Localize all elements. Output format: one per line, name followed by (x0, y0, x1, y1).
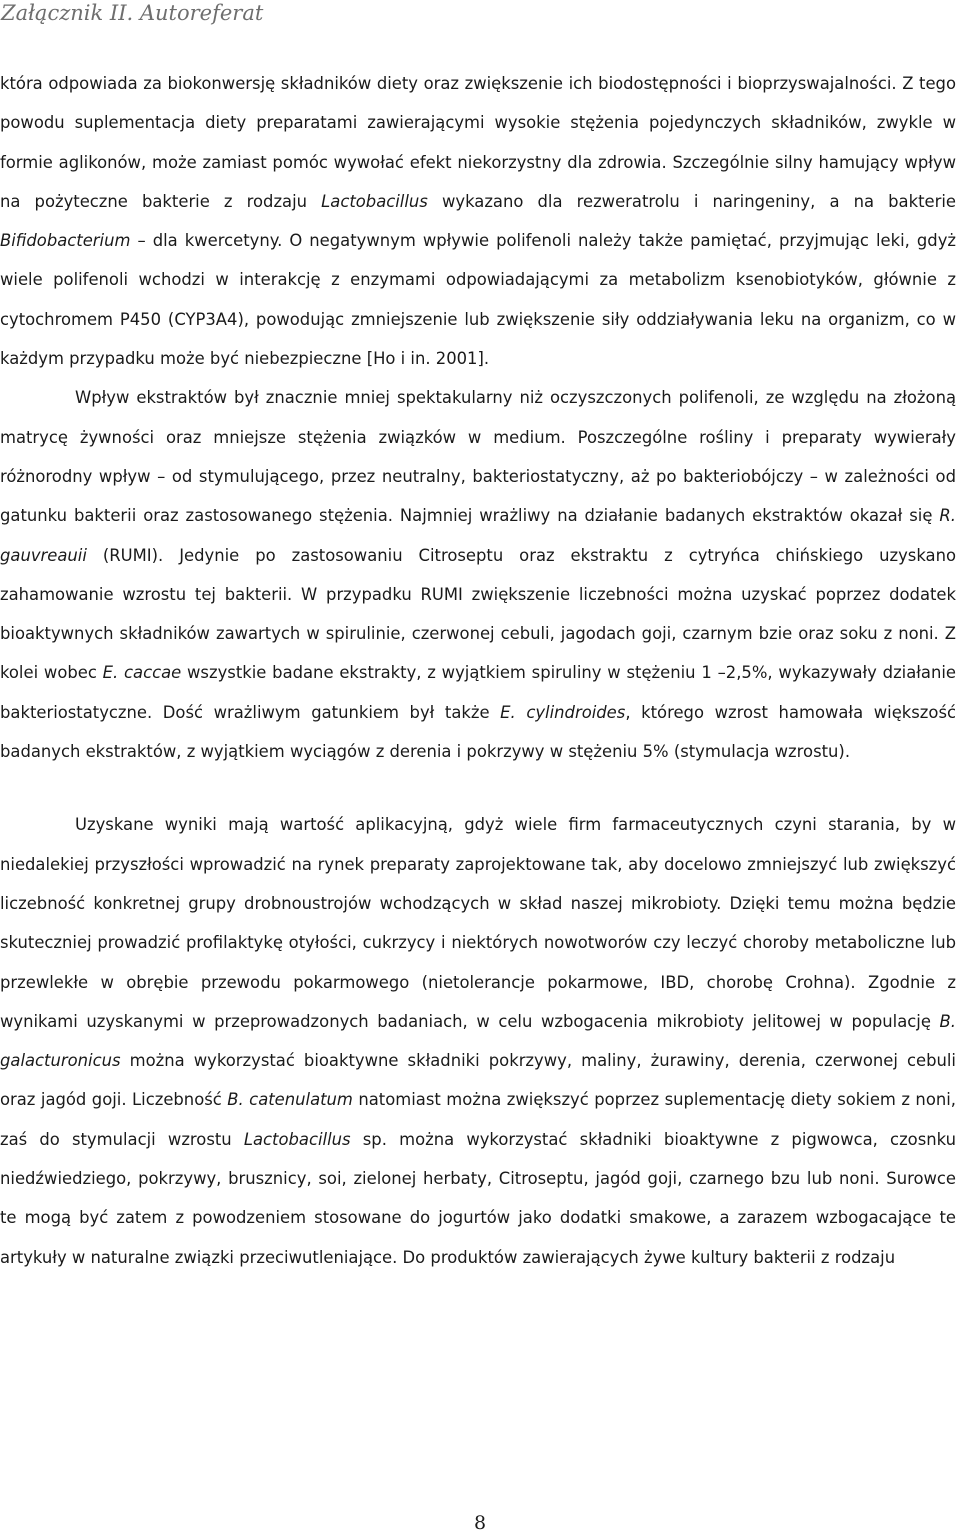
paragraph-2-text-4: , którego wzrost hamowała większość badanych ekstraktów, z wyjątkiem wyciągów z derenia i pokrzywy w stężeniu 5% (stymulacja wzrostu). (0, 702, 956, 762)
genus-bifidobacterium: Bifidobacterium (0, 231, 131, 251)
species-e-cylindroides: E. cylindroides (500, 702, 626, 722)
paragraph-1-text-2: wykazano dla rezweratrolu i naringeniny, a na bakterie (427, 191, 956, 211)
paragraph-1 (0, 64, 956, 378)
paragraph-2 (0, 378, 956, 771)
species-b-catenulatum: B. catenulatum (227, 1090, 353, 1110)
genus-lactobacillus: Lactobacillus (321, 191, 428, 211)
paragraph-3-text-4: sp. można wykorzystać składniki bioaktywne z pigwowca, czosnku niedźwiedziego, pokrzywy, brusznicy, soi, zielonej herbaty, Citroseptu, jagód goji, czarnego bzu lub noni. Surowce te mogą być zatem z powodzeniem stosowane do jogurtów jako dodatki smakowe, a zarazem wzbogacające te artykuły w naturalne związki przeciwutleniające. Do produktów zawierających żywe kultury bakterii z rodzaju (0, 1129, 957, 1267)
paragraph-3-text-1: Uzyskane wyniki mają wartość aplikacyjną, gdyż wiele firm farmaceutycznych czyni starania, by w niedalekiej przyszłości wprowadzić na rynek preparaty zaprojektowane tak, aby docelowo zmniejszyć lub zwiększyć liczebność konkretnej grupy drobnoustrojów wchodzących w skład naszej mikrobioty. Dzięki temu można będzie skuteczniej prowadzić profilaktykę otyłości, cukrzycy i niektórych nowotworów czy leczyć choroby metaboliczne lub przewlekłe w obrębie przewodu pokarmowego (nietolerancje pokarmowe, IBD, chorobę Crohna). Zgodnie z wynikami uzyskanymi w przeprowadzonych badaniach, w celu wzbogacenia mikrobioty jelitowej w populację (0, 815, 956, 1031)
species-r-gauvreauii: R. gauvreauii (0, 506, 956, 565)
paragraph-2-text-1: Wpływ ekstraktów był znacznie mniej spektakularny niż oczyszczonych polifenoli, ze względu na złożoną matrycę żywności oraz mniejsze stężenia związków w medium. Poszczególne rośliny i preparaty wywierały różnorodny wpływ – od stymulującego, przez neutralny, bakteriostatyczny, aż po bakteriobójczy – w zależności od gatunku bakterii oraz zastosowanego stężenia. Najmniej wrażliwy na działanie badanych ekstraktów okazał się (0, 388, 956, 526)
document-body (0, 64, 956, 1277)
paragraph-3 (0, 805, 956, 1277)
paragraph-1-text-1: która odpowiada za biokonwersję składników diety oraz zwiększenie ich biodostępności i bioprzyswajalności. Z tego powodu suplementacja diety preparatami zawierającymi wysokie stężenia pojedynczych składników, zwykle w formie aglikonów, może zamiast pomóc wywołać efekt niekorzystny dla zdrowia. Szczególnie silny hamujący wpływ na pożyteczne bakterie z rodzaju (0, 74, 956, 211)
page-number: 8 (473, 1512, 487, 1534)
paragraph-2-text-3: wszystkie badane ekstrakty, z wyjątkiem spiruliny w stężeniu 1 –2,5%, wykazywały działanie bakteriostatyczne. Dość wrażliwym gatunkiem był także (0, 663, 957, 722)
genus-lactobacillus-2: Lactobacillus (243, 1129, 351, 1149)
paragraph-1-text-3: – dla kwercetyny. O negatywnym wpływie polifenoli należy także pamiętać, przyjmując leki, gdyż wiele polifenoli wchodzi w interakcję z enzymami odpowiadającymi za metabolizm ksenobiotyków, głównie z cytochromem P450 (CYP3A4), powodując zmniejszenie lub zwiększenie siły oddziaływania leku na organizm, co w każdym przypadku może być niebezpieczne [Ho i in. 2001]. (0, 231, 956, 369)
running-header: Załącznik II. Autoreferat (1, 1, 264, 25)
species-b-galacturonicus: B. galacturonicus (0, 1011, 956, 1071)
species-e-caccae: E. caccae (102, 663, 182, 683)
paragraph-3-text-3: natomiast można zwiększyć poprzez suplementację diety sokiem z noni, zaś do stymulacji wzrostu (0, 1090, 956, 1149)
paragraph-2-text-2: (RUMI). Jedynie po zastosowaniu Citroseptu oraz ekstraktu z cytryńca chińskiego uzyskano zahamowanie wzrostu tej bakterii. W przypadku RUMI zwiększenie liczebności można uzyskać poprzez dodatek bioaktywnych składników zawartych w spirulinie, czerwonej cebuli, jagodach goji, czarnym bzie oraz soku z noni. Z kolei wobec (0, 545, 956, 683)
paragraph-3-text-2: można wykorzystać bioaktywne składniki pokrzywy, maliny, żurawiny, derenia, czerwonej cebuli oraz jagód goji. Liczebność (0, 1051, 956, 1110)
